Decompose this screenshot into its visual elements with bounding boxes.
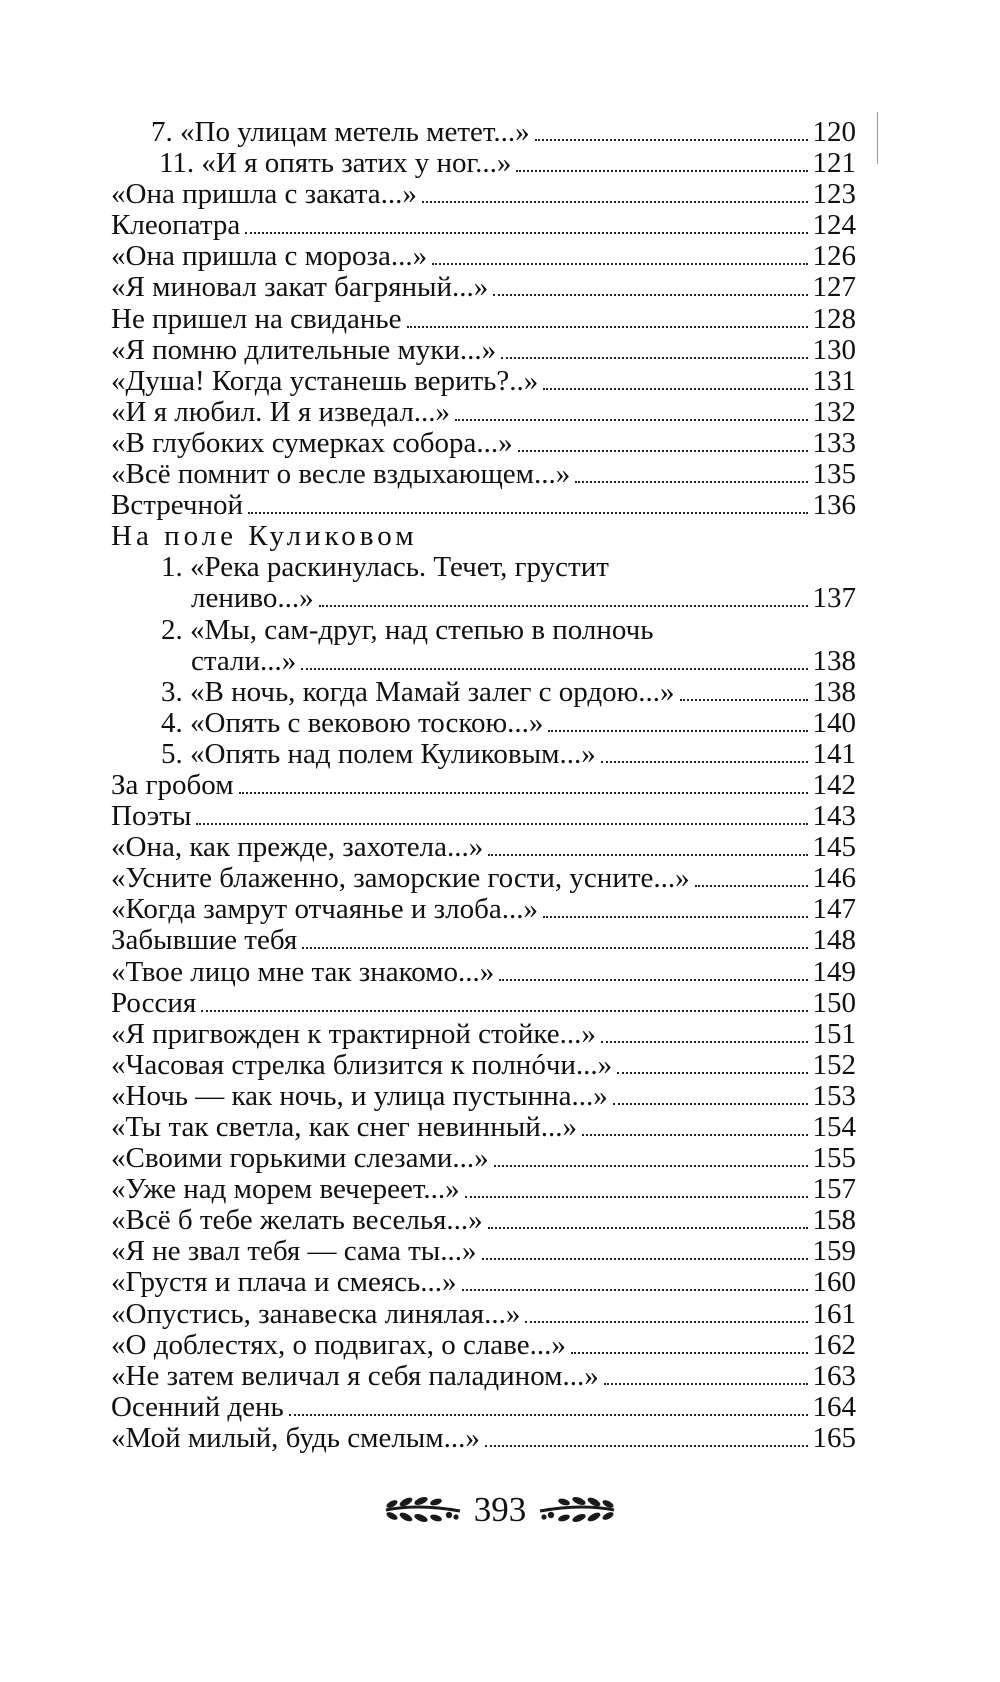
toc-entry-title: 7. «По улицам метель метет...» [151, 116, 530, 148]
toc-entry-page: 146 [812, 862, 856, 895]
toc-entry-title: Забывшие тебя [111, 924, 298, 957]
toc-entry-title: «О доблестях, о подвигах, о славе...» [111, 1328, 566, 1361]
dot-leader [494, 1165, 808, 1167]
toc-entry-page: 148 [812, 924, 856, 957]
toc-entry-title: 4. «Опять с вековою тоскою...» [161, 706, 544, 739]
toc-entry-title: лениво...» [191, 582, 314, 615]
toc-entry-page: 147 [812, 893, 856, 926]
dot-leader [516, 170, 808, 172]
toc-entry-continued [111, 552, 856, 583]
toc-entry [111, 304, 856, 335]
dot-leader [571, 1352, 808, 1354]
toc-entry [111, 646, 856, 677]
toc-entry-page: 151 [812, 1017, 856, 1050]
toc-entry-page: 138 [812, 644, 856, 677]
toc-entry-page: 130 [812, 333, 856, 366]
toc-entry [111, 1299, 856, 1330]
toc-entry-title: «Ты так светла, как снег невинный...» [111, 1111, 577, 1143]
toc-entry-page: 153 [812, 1079, 856, 1112]
left-laurel-ornament-icon [382, 1493, 464, 1527]
toc-entry-title: «Она пришла с заката...» [111, 178, 417, 211]
toc-entry-page: 162 [812, 1328, 856, 1361]
toc-entry-page: 120 [812, 116, 856, 148]
toc-entry-page: 137 [812, 582, 856, 615]
toc-entry [111, 459, 856, 490]
dot-leader [680, 699, 808, 701]
toc-entry-title: «Душа! Когда устанешь верить?..» [111, 364, 539, 397]
toc-entry-page: 143 [812, 800, 856, 833]
toc-entry-page: 140 [812, 706, 856, 739]
dot-leader [462, 1289, 808, 1291]
toc-entry [111, 490, 856, 521]
dot-leader [289, 1414, 808, 1416]
toc-entry-page: 123 [812, 178, 856, 211]
toc-entry-page: 163 [812, 1359, 856, 1392]
toc-entry [111, 1423, 856, 1454]
dot-leader [582, 1134, 808, 1136]
toc-entry [111, 832, 856, 863]
toc-entry-page: 160 [812, 1266, 856, 1299]
table-of-contents [111, 117, 856, 1454]
toc-entry [111, 925, 856, 956]
toc-entry-page: 132 [812, 395, 856, 428]
toc-entry [111, 801, 856, 832]
toc-entry-title: «Опустись, занавеска линялая...» [111, 1297, 521, 1330]
toc-entry-title: 1. «Река раскинулась. Течет, грустит [161, 551, 609, 584]
dot-leader [482, 1258, 808, 1260]
toc-entry [111, 708, 856, 739]
toc-entry [111, 397, 856, 428]
toc-entry-title: 11. «И я опять затих у ног...» [159, 147, 512, 180]
dot-leader [543, 916, 808, 918]
dot-leader [617, 1072, 808, 1074]
toc-entry-title: Клеопатра [111, 209, 241, 242]
toc-entry-title: «Когда замрут отчаянье и злоба...» [111, 893, 538, 926]
page-edge-mark [877, 112, 878, 164]
toc-entry-page: 164 [812, 1390, 856, 1423]
toc-entry [111, 739, 856, 770]
dot-leader [465, 1196, 808, 1198]
toc-entry-page: 157 [812, 1173, 856, 1206]
toc-entry-page: 135 [812, 458, 856, 491]
toc-entry [111, 770, 856, 801]
toc-entry-title: «Ночь — как ночь, и улица пустынна...» [111, 1079, 608, 1112]
toc-entry [111, 179, 856, 210]
toc-entry-continued [111, 615, 856, 646]
toc-entry-title: «Я пригвожден к трактирной стойке...» [111, 1017, 596, 1050]
toc-entry [111, 1361, 856, 1392]
toc-entry-title: «Часовая стрелка близится к полнóчи...» [111, 1048, 613, 1081]
page-number: 393 [473, 1490, 527, 1529]
toc-entry-page: 150 [812, 986, 856, 1019]
dot-leader [601, 761, 808, 763]
toc-entry-title: «Уже над морем вечереет...» [111, 1173, 460, 1206]
dot-leader [455, 419, 808, 421]
toc-entry-title: 5. «Опять над полем Куликовым...» [161, 737, 596, 770]
toc-entry-title: «Твое лицо мне так знакомо...» [111, 955, 495, 988]
toc-entry-page: 142 [812, 768, 856, 801]
toc-entry-page: 152 [812, 1048, 856, 1081]
toc-entry-page: 126 [812, 240, 856, 273]
toc-entry [111, 335, 856, 366]
toc-entry [111, 1174, 856, 1205]
toc-entry-page: 155 [812, 1142, 856, 1175]
dot-leader [196, 823, 808, 825]
dot-leader [613, 1103, 808, 1105]
toc-entry [111, 894, 856, 925]
dot-leader [543, 388, 808, 390]
toc-entry-title: «Усните блаженно, заморские гости, усните...» [111, 862, 690, 895]
dot-leader [201, 1010, 808, 1012]
dot-leader [518, 450, 808, 452]
toc-entry [111, 1330, 856, 1361]
toc-entry-page: 158 [812, 1204, 856, 1237]
toc-entry [111, 272, 856, 303]
toc-entry-title: «Я миновал закат багряный...» [111, 271, 489, 304]
toc-entry-title: 2. «Мы, сам-друг, над степью в полночь [161, 613, 654, 646]
toc-entry-title: Встречной [111, 489, 244, 522]
toc-entry-title: «В глубоких сумерках собора...» [111, 426, 513, 459]
toc-entry-title: «Она пришла с мороза...» [111, 240, 428, 273]
toc-entry [111, 1143, 856, 1174]
dot-leader [548, 730, 808, 732]
toc-entry [111, 583, 856, 614]
dot-leader [239, 792, 808, 794]
toc-entry-title: «Всё б тебе желать веселья...» [111, 1204, 483, 1237]
dot-leader [407, 326, 809, 328]
toc-entry-title: «Не затем величал я себя паладином...» [111, 1359, 599, 1392]
dot-leader [302, 947, 808, 949]
toc-entry-title: Осенний день [111, 1390, 284, 1423]
toc-entry [111, 1267, 856, 1298]
toc-entry [111, 1236, 856, 1267]
right-laurel-ornament-icon [536, 1493, 618, 1527]
dot-leader [422, 201, 808, 203]
dot-leader [535, 139, 808, 141]
page-footer [0, 1490, 1000, 1530]
dot-leader [499, 979, 808, 981]
toc-section-heading [111, 521, 856, 552]
dot-leader [319, 605, 808, 607]
toc-entry-page: 133 [812, 426, 856, 459]
toc-entry [111, 1050, 856, 1081]
toc-entry [111, 1205, 856, 1236]
toc-entry-page: 161 [812, 1297, 856, 1330]
toc-entry-page: 131 [812, 364, 856, 397]
dot-leader [301, 668, 808, 670]
toc-entry-page: 121 [812, 147, 856, 180]
dot-leader [485, 1445, 808, 1447]
toc-entry [111, 117, 856, 148]
dot-leader [525, 1321, 808, 1323]
toc-entry-title: «Всё помнит о весле вздыхающем...» [111, 458, 571, 491]
toc-entry-page: 145 [812, 831, 856, 864]
toc-entry [111, 957, 856, 988]
toc-entry-title: Поэты [111, 800, 192, 833]
toc-entry-title: Россия [111, 986, 197, 1019]
toc-entry-title: «Грустя и плача и смеясь...» [111, 1266, 457, 1299]
toc-entry [111, 1019, 856, 1050]
toc-entry-page: 124 [812, 209, 856, 242]
toc-entry-page: 127 [812, 271, 856, 304]
dot-leader [695, 885, 808, 887]
toc-entry-title: «Я не звал тебя — сама ты...» [111, 1235, 477, 1268]
dot-leader [248, 512, 808, 514]
dot-leader [501, 357, 808, 359]
toc-entry-title: 3. «В ночь, когда Мамай залег с ордою...» [161, 675, 675, 708]
toc-entry-title: стали...» [191, 644, 297, 677]
toc-entry [111, 863, 856, 894]
toc-entry-page: 136 [812, 489, 856, 522]
toc-entry-title: «Своими горькими слезами...» [111, 1142, 489, 1175]
toc-entry [111, 366, 856, 397]
toc-entry-title: «Мой милый, будь смелым...» [111, 1421, 480, 1454]
toc-entry-title: Не пришел на свиданье [111, 302, 402, 335]
toc-entry-title: «Она, как прежде, захотела...» [111, 831, 484, 864]
toc-entry-page: 165 [812, 1421, 856, 1454]
dot-leader [575, 481, 808, 483]
toc-entry-page: 159 [812, 1235, 856, 1268]
dot-leader [601, 1041, 808, 1043]
toc-entry-page: 128 [812, 302, 856, 335]
toc-entry-page: 141 [812, 737, 856, 770]
dot-leader [604, 1383, 808, 1385]
dot-leader [488, 854, 808, 856]
toc-section-title: На поле Куликовом [111, 520, 418, 553]
toc-entry [111, 210, 856, 241]
dot-leader [493, 294, 808, 296]
toc-entry [111, 148, 856, 179]
toc-entry-title: «И я любил. И я изведал...» [111, 395, 451, 428]
toc-entry-page: 154 [812, 1111, 856, 1143]
toc-entry-title: За гробом [111, 768, 234, 801]
toc-entry [111, 1112, 856, 1143]
dot-leader [245, 232, 808, 234]
toc-entry-title: «Я помню длительные муки...» [111, 333, 497, 366]
toc-entry-page: 138 [812, 675, 856, 708]
toc-entry [111, 1081, 856, 1112]
toc-entry [111, 988, 856, 1019]
toc-entry [111, 241, 856, 272]
toc-entry [111, 1392, 856, 1423]
toc-entry-page: 149 [812, 955, 856, 988]
toc-entry [111, 677, 856, 708]
toc-entry [111, 428, 856, 459]
dot-leader [432, 263, 808, 265]
dot-leader [488, 1227, 808, 1229]
